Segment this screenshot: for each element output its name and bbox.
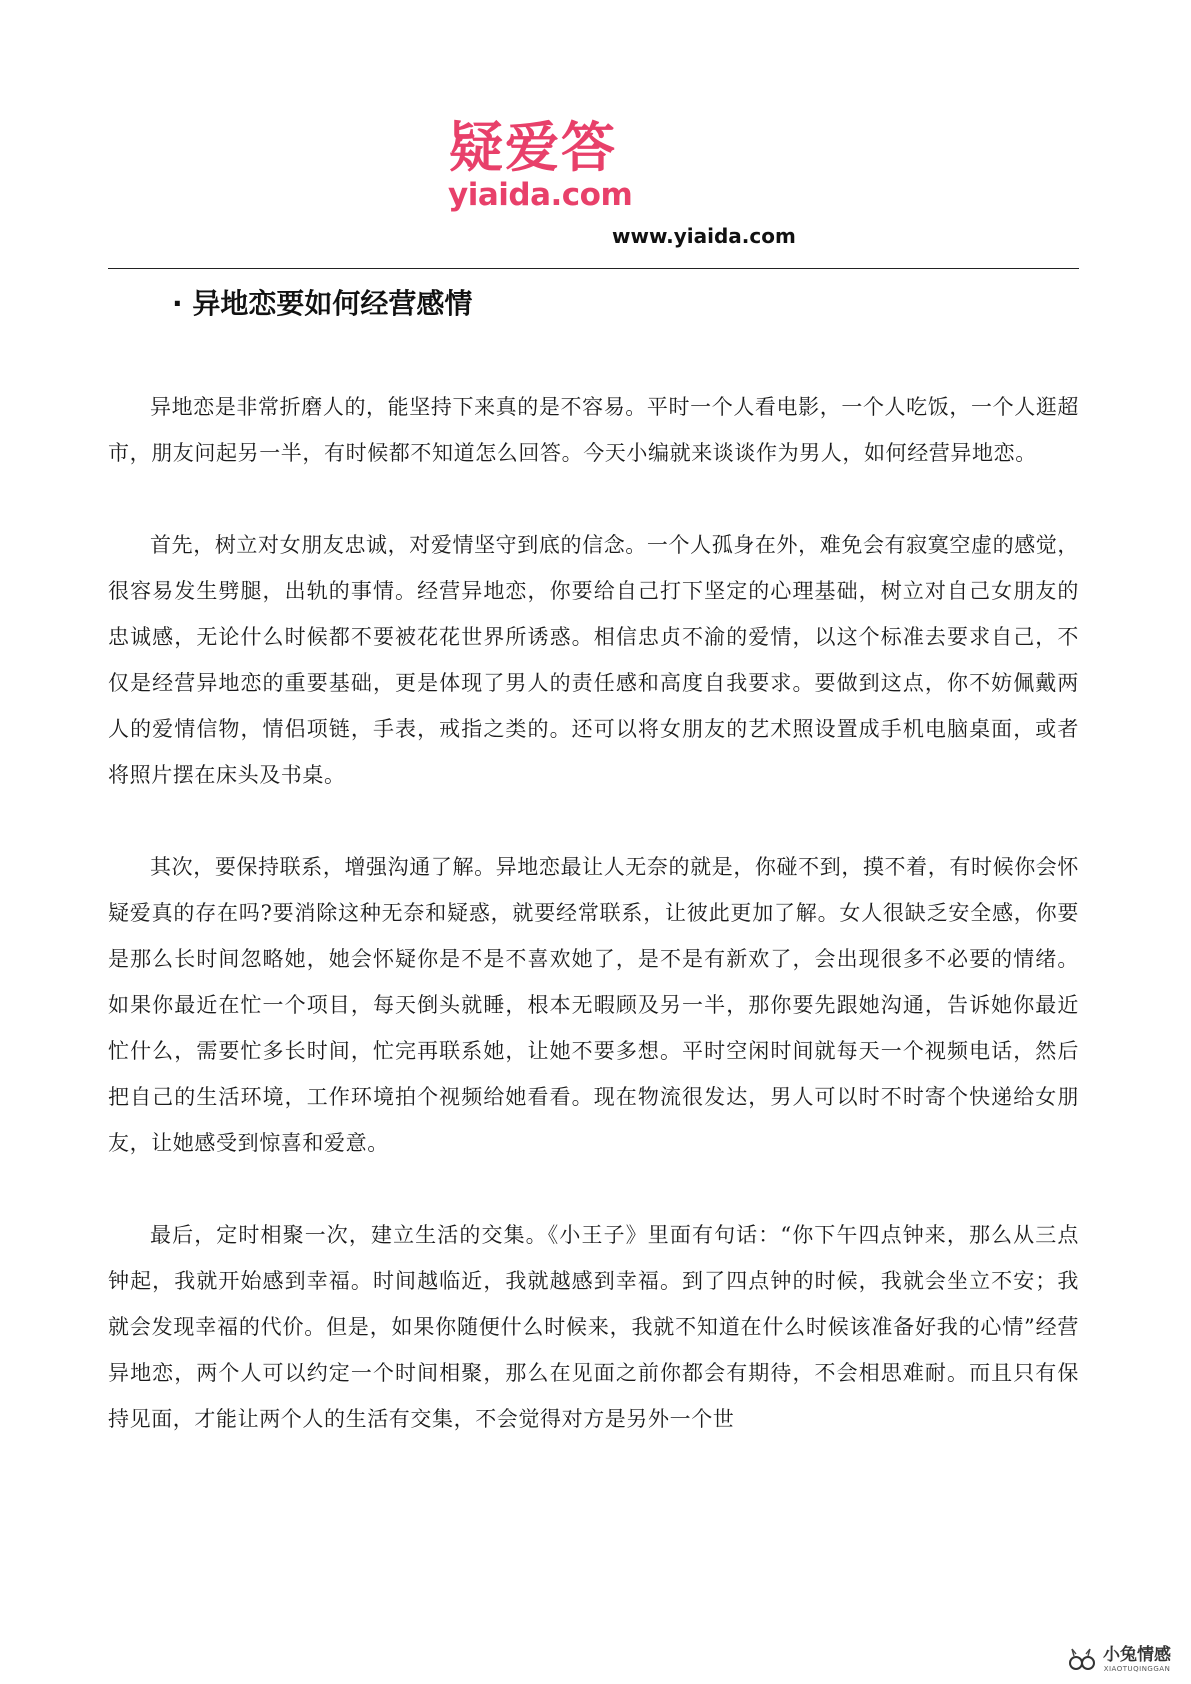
paragraph-last: 最后，定时相聚一次，建立生活的交集。《小王子》里面有句话：“你下午四点钟来，那么从三点钟起，我就开始感到幸福。时间越临近，我就越感到幸福。到了四点钟的时候，我就会坐立不安；我就会发现幸福的代价。但是，如果你随便什么时候来，我就不知道在什么时候该准备好我的心情”经营异地恋，两个人可以约定一个时间相聚，那么在见面之前你都会有期待，不会相思难耐。而且只有保持见面，才能让两个人的生活有交集，不会觉得对方是另外一个世 xyxy=(108,1223,1079,1431)
article-title: · 异地恋要如何经营感情 xyxy=(172,287,473,320)
logo-chinese-text: 疑爱答 xyxy=(449,116,617,179)
paragraph-first: 首先，树立对女朋友忠诚，对爱情坚守到底的信念。一个人孤身在外，难免会有寂寞空虚的感觉，很容易发生劈腿，出轨的事情。经营异地恋，你要给自己打下坚定的心理基础，树立对自己女朋友的忠诚感，无论什么时候都不要被花花世界所诱惑。相信忠贞不渝的爱情，以这个标准去要求自己，不仅是经营异地恋的重要基础，更是体现了男人的责任感和高度自我要求。要做到这点，你不妨佩戴两人的爱情信物，情侣项链，手表，戒指之类的。还可以将女朋友的艺术照设置成手机电脑桌面，或者将照片摆在床头及书桌。 xyxy=(108,533,1079,787)
site-url[interactable]: www.yiaida.com xyxy=(612,224,796,248)
header-divider xyxy=(108,268,1079,269)
paragraph-second: 其次，要保持联系，增强沟通了解。异地恋最让人无奈的就是，你碰不到，摸不着，有时候你会怀疑爱真的存在吗?要消除这种无奈和疑惑，就要经常联系，让彼此更加了解。女人很缺乏安全感，你要是那么长时间忽略她，她会怀疑你是不是不喜欢她了，是不是有新欢了，会出现很多不必要的情绪。如果你最近在忙一个项目，每天倒头就睡，根本无暇顾及另一半，那你要先跟她沟通，告诉她你最近忙什么，需要忙多长时间，忙完再联系她，让她不要多想。平时空闲时间就每天一个视频电话，然后把自己的生活环境，工作环境拍个视频给她看看。现在物流很发达，男人可以时不时寄个快递给女朋友，让她感受到惊喜和爱意。 xyxy=(108,855,1079,1155)
article-body xyxy=(108,384,1079,1488)
rabbit-glasses-icon xyxy=(1065,1648,1099,1672)
watermark-chinese-text: 小兔情感 xyxy=(1103,1645,1171,1665)
watermark-logo xyxy=(1065,1646,1171,1674)
paragraph-intro: 异地恋是非常折磨人的，能坚持下来真的是不容易。平时一个人看电影，一个人吃饭，一个人逛超市，朋友问起另一半，有时候都不知道怎么回答。今天小编就来谈谈作为男人，如何经营异地恋。 xyxy=(108,395,1079,465)
watermark-english-text: XIAOTUQINGGAN xyxy=(1103,1665,1171,1673)
site-logo[interactable] xyxy=(448,116,633,213)
logo-english-text: yiaida.com xyxy=(448,177,633,213)
